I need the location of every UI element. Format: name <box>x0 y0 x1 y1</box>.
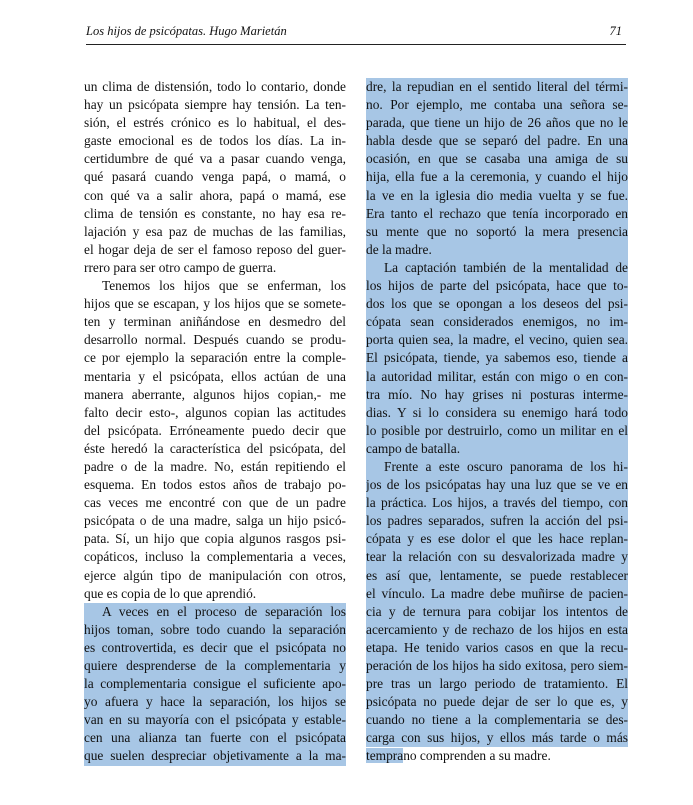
text-line: el hogar deja de ser el famoso reposo del guer- <box>84 241 346 257</box>
text-line: lajación y esa paz de muchas de las familias, <box>84 223 346 239</box>
text-line: gaste emocional es de todos los días. La in- <box>84 133 346 149</box>
text-line: psicópata o de una madre, salga un hijo psicó- <box>84 513 346 529</box>
text-line: cen una alianza tan fuerte con el psicópata <box>84 729 346 747</box>
plain-text: no comprenden a su madre. <box>403 748 551 764</box>
highlighted-text: tempra <box>366 748 404 764</box>
text-line: psicópata no puede dejar de ser lo que es, y <box>366 693 628 711</box>
text-line: cas veces me encontré con que de un padre <box>84 495 346 511</box>
text-line: campo de batalla. <box>366 440 628 458</box>
text-line: del psicópata. Erróneamente puedo decir que <box>84 422 346 438</box>
text-line: Tenemos los hijos que se enferman, los <box>102 278 346 294</box>
text-line: los hijos de parte del psicópata, hace que to- <box>366 277 628 295</box>
text-line: quiere desprenderse de la complementaria y <box>84 657 346 675</box>
text-line: El psicópata, tiende, ya sabemos eso, tiende a <box>366 349 628 367</box>
text-line: hija, ella fue a la ceremonia, y cuando el hijo <box>366 168 628 186</box>
text-line: dre, la repudian en el sentido literal del térmi- <box>366 78 628 96</box>
text-line: sión, el estrés crónico es lo habitual, el des- <box>84 115 346 131</box>
text-line: lo posible por destruirlo, como un militar en el <box>366 422 628 440</box>
text-line: la ve en la iglesia dio media vuelta y se fue. <box>366 187 628 205</box>
text-line: dias. Y si lo considera su enemigo hará todo <box>366 404 628 422</box>
text-line: con qué va a salir ahora, papá o mamá, ese <box>84 187 346 203</box>
running-header <box>86 18 626 45</box>
text-line: certidumbre de qué va a pasar cuando venga, <box>84 151 346 167</box>
text-line: Frente a este oscuro panorama de los hi- <box>366 458 628 476</box>
text-line: ejerce algún tipo de manipulación con otros, <box>84 567 346 583</box>
text-line: hijos toman, sobre todo cuando la separación <box>84 621 346 639</box>
text-line: peración de los hijos ha sido exitosa, pero siem- <box>366 657 628 675</box>
text-line: qué pasará cuando venga papá, o mamá, o <box>84 169 346 185</box>
text-line: no. Por ejemplo, me contaba una señora se- <box>366 96 628 114</box>
text-line: dos los que se opongan a los deseos del psi- <box>366 295 628 313</box>
text-line: que es copia de lo que aprendió. <box>84 585 257 601</box>
text-line: parada, que tiene un hijo de 26 años que no le <box>366 114 628 132</box>
text-line: cia y de ternura para cobijar los intentos de <box>366 603 628 621</box>
text-line: clima de tensión es constante, no hay esa re- <box>84 205 346 221</box>
text-line: acercamiento y de rechazo de los hijos en esta <box>366 621 628 639</box>
text-line: rrero para ser otro campo de guerra. <box>84 259 277 275</box>
text-line: yo afuera y hace la separación, los hijos se <box>84 693 346 711</box>
text-line: falto decir esto-, algunos copian las actitudes <box>84 404 346 420</box>
text-line: pata. Sí, un hijo que copia algunos rasgos psi- <box>84 531 346 547</box>
text-line: que suelen despreciar objetivamente a la ma- <box>84 747 346 765</box>
text-line: un clima de distensión, todo lo contario, donde <box>84 79 346 94</box>
text-line: el vínculo. La madre debe muñirse de pacien- <box>366 585 628 603</box>
text-line: es así que, lentamente, se puede restablecer <box>366 567 628 585</box>
text-line: La captación también de la mentalidad de <box>366 259 628 277</box>
text-line: cópata sean considerados enemigos, no im- <box>366 313 628 331</box>
text-line: A veces en el proceso de separación los <box>84 603 346 621</box>
text-line: habla desde que se separó del padre. En una <box>366 132 628 150</box>
text-line: la complementaria consigue el suficiente apo- <box>84 675 346 693</box>
right-column <box>366 78 628 766</box>
text-line: la práctica. Los hijos, a través del tiempo, con <box>366 494 628 512</box>
text-line: la autoridad militar, están con migo o en con- <box>366 368 628 386</box>
text-line: mentaria y el psicópata, ellos actúan de una <box>84 368 346 384</box>
left-column <box>84 78 346 766</box>
text-line: ocasión, en que se casaba una amiga de su <box>366 150 628 168</box>
text-line: copáticos, incluso la complementaria a veces, <box>84 549 346 565</box>
text-line: carga con sus hijos, y ellos más tarde o más <box>366 729 628 747</box>
text-line: hijos que se escapan, y los hijos que se somete- <box>84 296 346 312</box>
text-line: etapa. He tenido varios casos en que la recu- <box>366 639 628 657</box>
text-line: hay un psicópata siempre hay tensión. La ten- <box>84 97 346 113</box>
text-line: pre tras un largo periodo de tratamiento. El <box>366 675 628 693</box>
text-line: tra mío. No hay grises ni posturas interme- <box>366 386 628 404</box>
text-line: Era tanto el rechazo que tenía incorporado en <box>366 205 628 223</box>
text-line: su mente que no soportó la mera presencia <box>366 223 628 241</box>
text-line: esquema. En todos estos años de trabajo po- <box>84 477 346 493</box>
text-line: manera aberrante, algunos hijos copian,- me <box>84 386 346 402</box>
text-line: desarrollo normal. Después cuando se produ- <box>84 332 346 348</box>
text-line <box>366 747 628 765</box>
text-line: porta quien sea, la madre, el vecino, quien sea. <box>366 331 628 349</box>
text-line: de la madre. <box>366 241 628 259</box>
text-line: cuando no tiene a la complementaria se des- <box>366 711 628 729</box>
text-line: ce por ejemplo la separación entre la comple- <box>84 350 346 366</box>
text-line: jos de los psicópatas hay una luz que se ve en <box>366 476 628 494</box>
text-line: los padres separados, sufren la acción del psi- <box>366 512 628 530</box>
page-number: 71 <box>609 24 622 38</box>
text-line: van en su mayoría con el psicópata y estable- <box>84 711 346 729</box>
text-line: tear la relación con su desvalorizada madre y <box>366 548 628 566</box>
text-line: padre o de la madre. No, están repitiendo el <box>84 458 346 474</box>
text-line: ten y terminan aniñándose en desmedro del <box>84 314 346 330</box>
text-line: éste heredó la característica del psicópata, del <box>84 440 346 456</box>
running-title: Los hijos de psicópatas. Hugo Marietán <box>86 24 287 38</box>
text-line: es controvertida, es decir que el psicópata no <box>84 639 346 657</box>
text-line: cópata y es ese dolor el que les hace replan- <box>366 530 628 548</box>
